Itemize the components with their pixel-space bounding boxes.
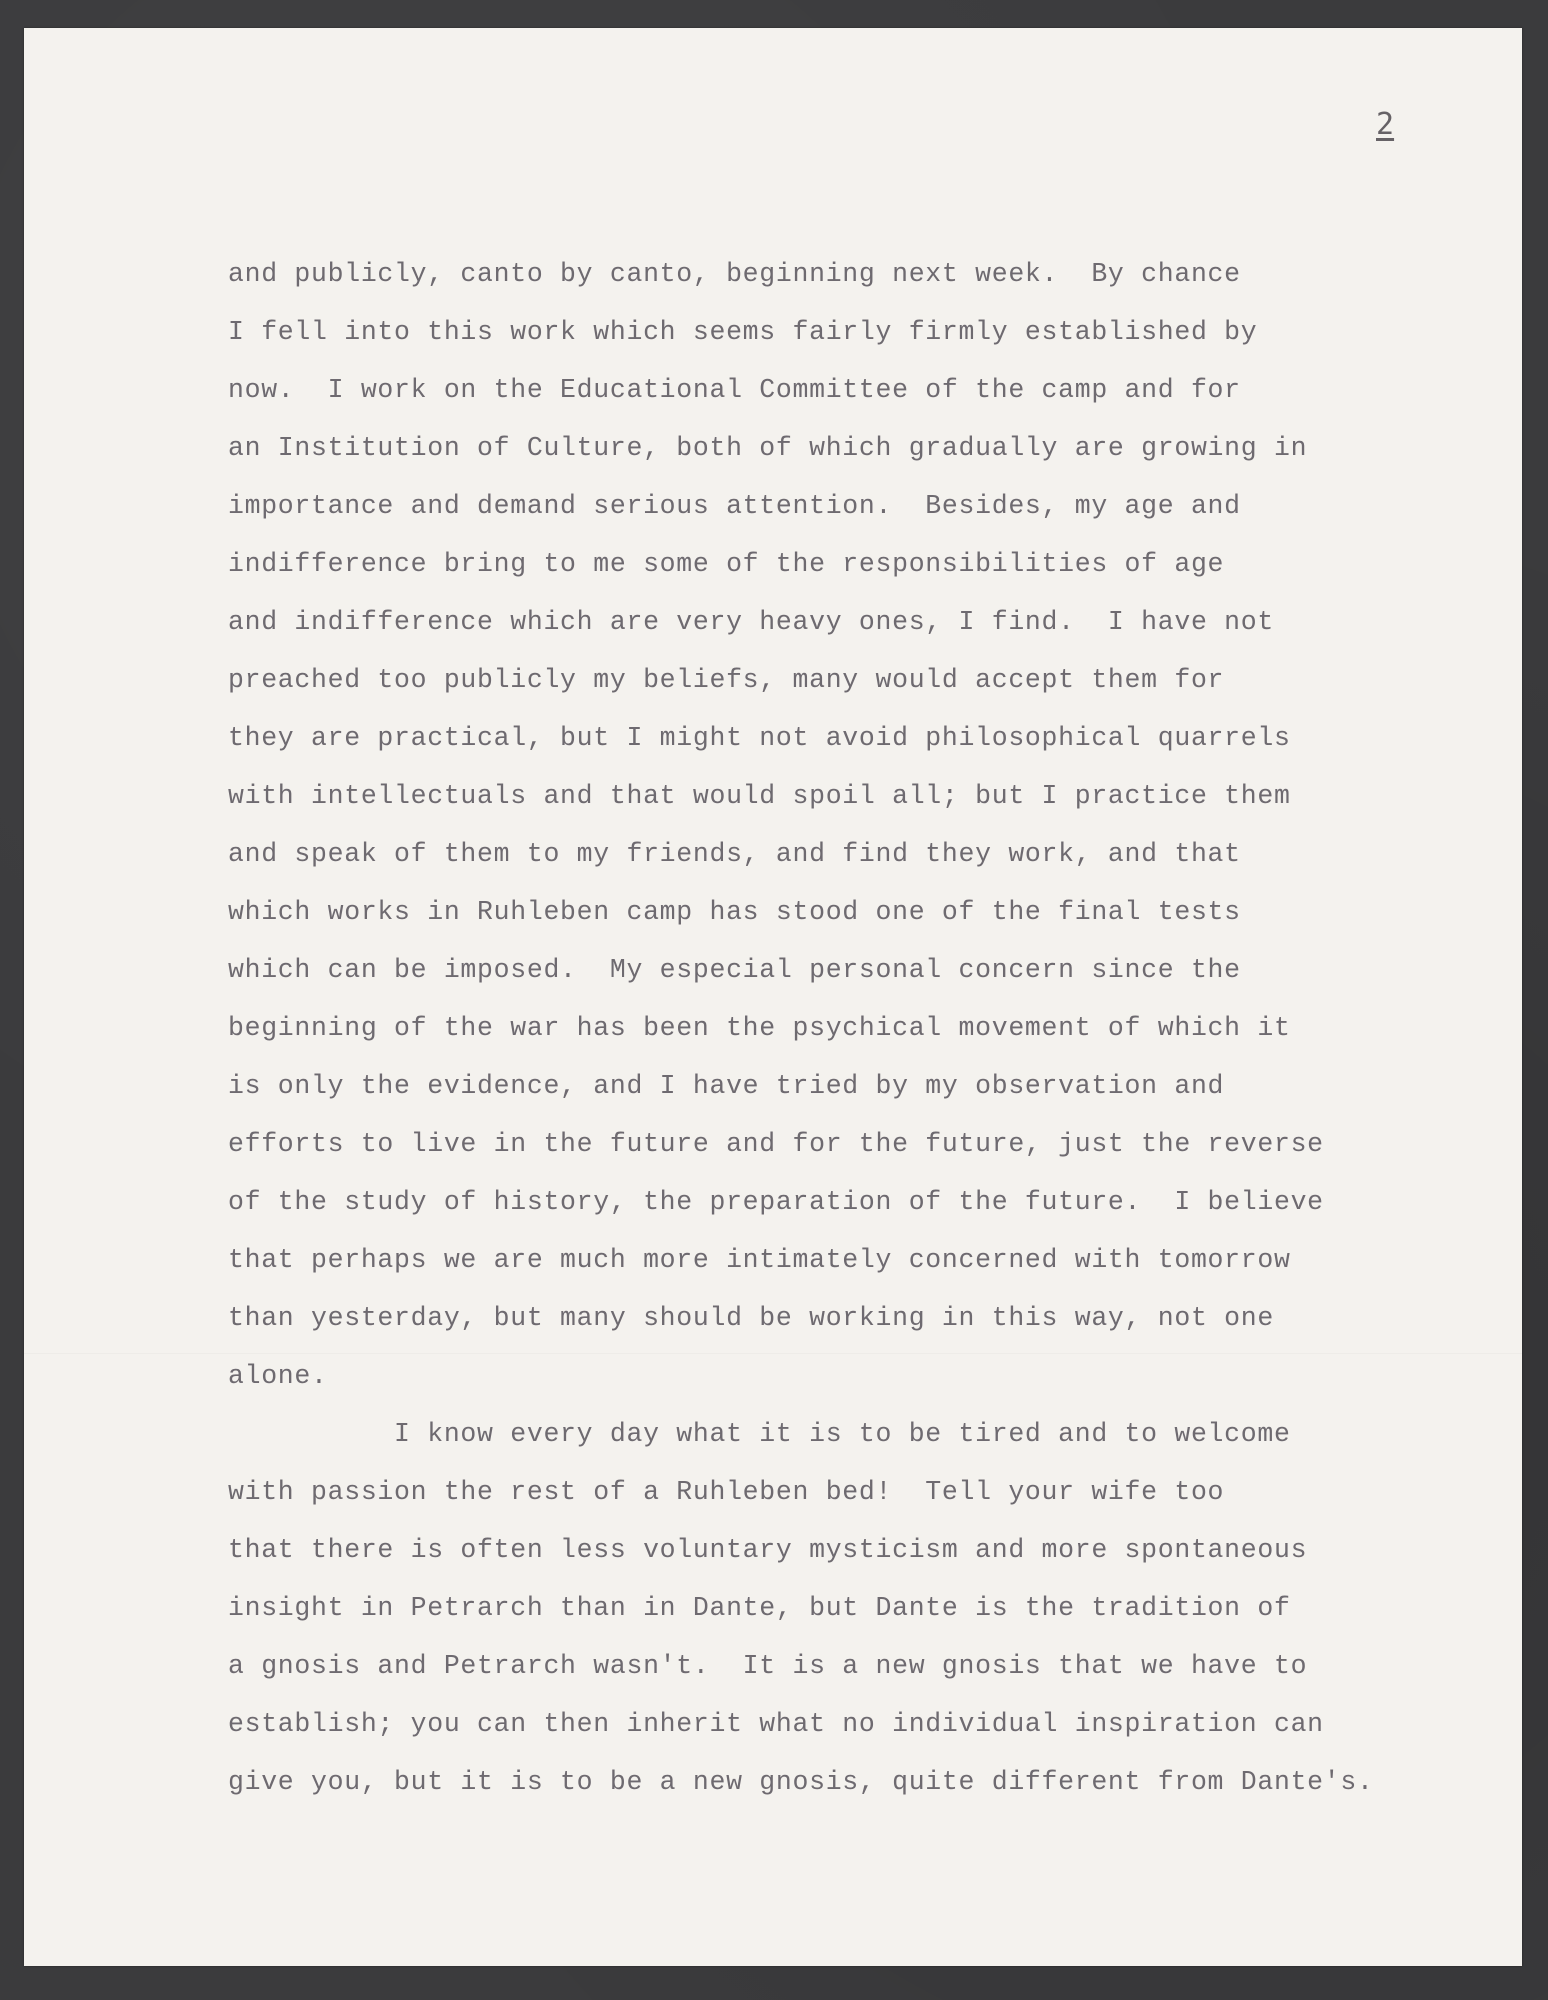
text-line: is only the evidence, and I have tried by my observation and bbox=[228, 1071, 1225, 1101]
text-line: preached too publicly my beliefs, many would accept them for bbox=[228, 665, 1225, 695]
text-line: which works in Ruhleben camp has stood one of the final tests bbox=[228, 897, 1241, 927]
text-line: that perhaps we are much more intimately concerned with tomorrow bbox=[228, 1245, 1291, 1275]
text-line: give you, but it is to be a new gnosis, quite different from Dante's. bbox=[228, 1767, 1374, 1797]
text-line: that there is often less voluntary mysticism and more spontaneous bbox=[228, 1535, 1308, 1565]
text-line: and speak of them to my friends, and find they work, and that bbox=[228, 839, 1241, 869]
text-line: importance and demand serious attention. Besides, my age and bbox=[228, 491, 1241, 521]
text-line: alone. bbox=[228, 1361, 328, 1391]
text-line: a gnosis and Petrarch wasn't. It is a new gnosis that we have to bbox=[228, 1651, 1308, 1681]
text-line: and indifference which are very heavy ones, I find. I have not bbox=[228, 607, 1274, 637]
page-number: 2 bbox=[1376, 107, 1395, 142]
text-line: with passion the rest of a Ruhleben bed! Tell your wife too bbox=[228, 1477, 1225, 1507]
text-line: of the study of history, the preparation of the future. I believe bbox=[228, 1187, 1324, 1217]
text-line: indifference bring to me some of the responsibilities of age bbox=[228, 549, 1225, 579]
text-line: I fell into this work which seems fairly firmly established by bbox=[228, 317, 1258, 347]
text-line: I know every day what it is to be tired and to welcome bbox=[228, 1419, 1291, 1449]
text-line: establish; you can then inherit what no individual inspiration can bbox=[228, 1709, 1324, 1739]
text-line: than yesterday, but many should be working in this way, not one bbox=[228, 1303, 1274, 1333]
text-line: efforts to live in the future and for the future, just the reverse bbox=[228, 1129, 1324, 1159]
text-line: insight in Petrarch than in Dante, but Dante is the tradition of bbox=[228, 1593, 1291, 1623]
text-line: they are practical, but I might not avoid philosophical quarrels bbox=[228, 723, 1291, 753]
document-page bbox=[24, 28, 1522, 1966]
text-line: which can be imposed. My especial personal concern since the bbox=[228, 955, 1241, 985]
text-line: an Institution of Culture, both of which gradually are growing in bbox=[228, 433, 1308, 463]
text-line: with intellectuals and that would spoil all; but I practice them bbox=[228, 781, 1291, 811]
text-line: beginning of the war has been the psychical movement of which it bbox=[228, 1013, 1291, 1043]
text-line: now. I work on the Educational Committee of the camp and for bbox=[228, 375, 1241, 405]
text-line: and publicly, canto by canto, beginning next week. By chance bbox=[228, 259, 1241, 289]
